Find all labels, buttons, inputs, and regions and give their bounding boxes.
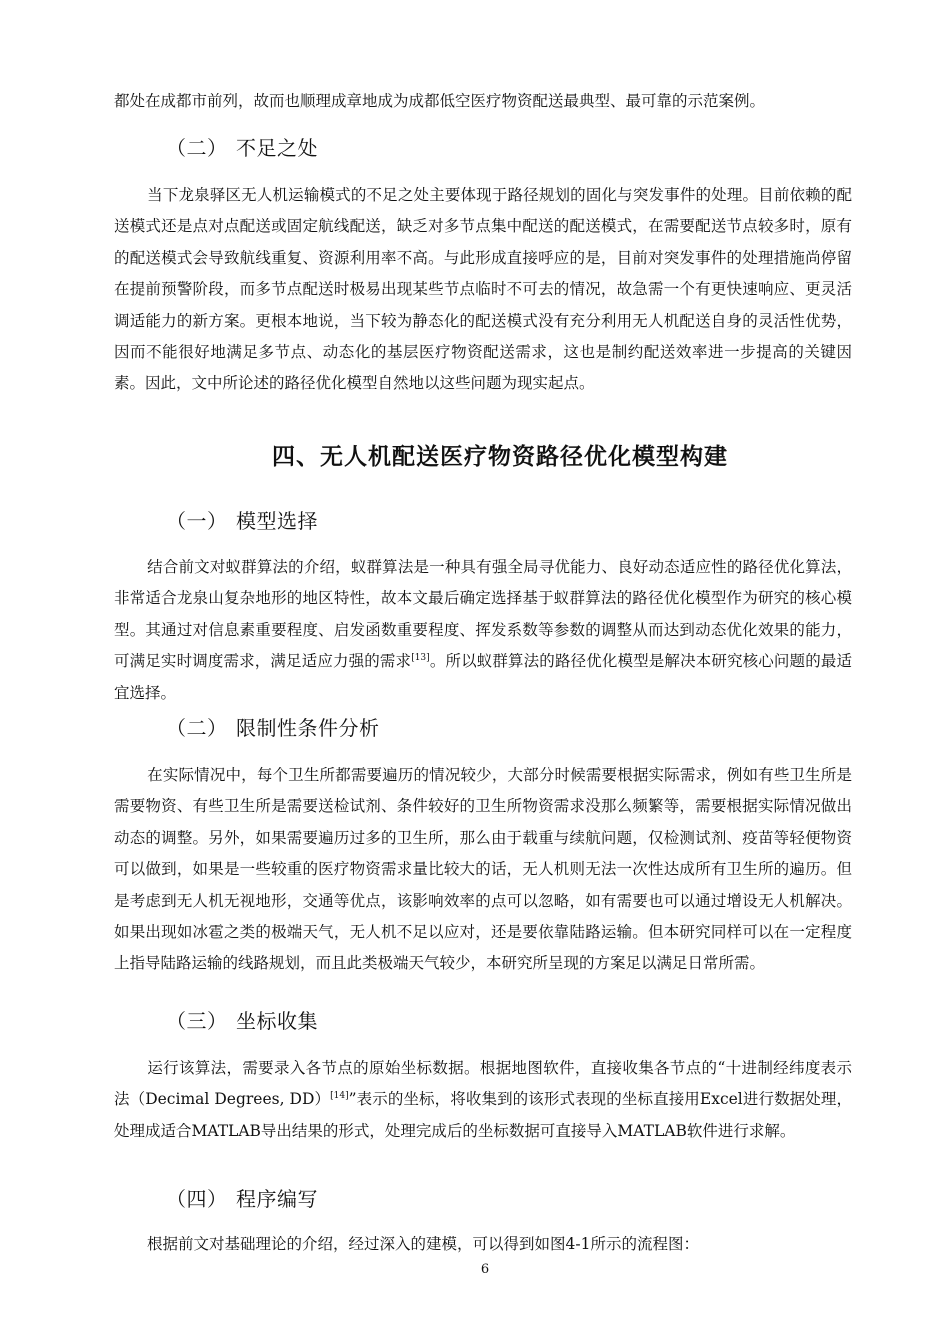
model-selection-paragraph: 结合前文对蚁群算法的介绍，蚁群算法是一种具有强全局寻优能力、良好动态适应性的路径优化算法，非常适合龙泉山复杂地形的地区特性，故本文最后确定选择基于蚁群算法的路径优化模型作为研究的核心模型。其通过对信息素重要程度、启发函数重要程度、挥发系数等参数的调整从而达到动态优化效果的能力，可满足实时调度需求，满足适应力强的需求[13]。所以蚁群算法的路径优化模型是解决本研究核心问题的最适宜选择。 xyxy=(114,558,852,702)
page-number: 6 xyxy=(480,1262,490,1277)
citation-13: [13] xyxy=(411,653,430,664)
section-heading-4-3: （三） 坐标收集 xyxy=(166,1009,318,1033)
section-heading-4-2: （二） 限制性条件分析 xyxy=(166,716,380,740)
constraints-paragraph: 在实际情况中，每个卫生所都需要遍历的情况较少，大部分时候需要根据实际需求，例如有些卫生所是需要物资、有些卫生所是需要送检试剂、条件较好的卫生所物资需求没那么频繁等，需要根据实际情况做出动态的调整。另外，如果需要遍历过多的卫生所，那么由于载重与续航问题，仅检测试剂、疫苗等轻便物资可以做到，如果是一些较重的医疗物资需求量比较大的话，无人机则无法一次性达成所有卫生所的遍历。但是考虑到无人机无视地形，交通等优点，该影响效率的点可以忽略，如有需要也可以通过增设无人机解决。如果出现如冰雹之类的极端天气，无人机不足以应对，还是要依靠陆路运输。但本研究同样可以在一定程度上指导陆路运输的线路规划，而且此类极端天气较少，本研究所呈现的方案足以满足日常所需。 xyxy=(114,766,852,973)
coordinates-paragraph: 运行该算法，需要录入各节点的原始坐标数据。根据地图软件，直接收集各节点的“十进制经纬度表示法（Decimal Degrees, DD）[14]”表示的坐标，将收集到的该形式表现的坐标直接用Excel进行数据处理，处理成适合MATLAB导出结果的形式，处理完成后的坐标数据可直接导入MATLAB软件进行求解。 xyxy=(114,1059,852,1140)
section-heading-4-1: （一） 模型选择 xyxy=(166,509,318,533)
section-heading-4-4: （四） 程序编写 xyxy=(166,1187,318,1211)
chapter-heading-4: 四、无人机配送医疗物资路径优化模型构建 xyxy=(272,444,728,470)
citation-14: [14] xyxy=(330,1091,349,1102)
programming-paragraph: 根据前文对基础理论的介绍，经过深入的建模，可以得到如图4-1所示的流程图： xyxy=(147,1235,699,1253)
section-heading-2-2: （二） 不足之处 xyxy=(166,136,318,160)
continued-paragraph: 都处在成都市前列，故而也顺理成章地成为成都低空医疗物资配送最典型、最可靠的示范案例。 xyxy=(114,92,766,110)
shortcomings-paragraph: 当下龙泉驿区无人机运输模式的不足之处主要体现于路径规划的固化与突发事件的处理。目前依赖的配送模式还是点对点配送或固定航线配送，缺乏对多节点集中配送的配送模式，在需要配送节点较多时，原有的配送模式会导致航线重复、资源利用率不高。与此形成直接呼应的是，目前对突发事件的处理措施尚停留在提前预警阶段，而多节点配送时极易出现某些节点临时不可去的情况，故急需一个有更快速响应、更灵活调适能力的新方案。更根本地说，当下较为静态化的配送模式没有充分利用无人机配送自身的灵活性优势，因而不能很好地满足多节点、动态化的基层医疗物资配送需求，这也是制约配送效率进一步提高的关键因素。因此，文中所论述的路径优化模型自然地以这些问题为现实起点。 xyxy=(114,186,852,393)
